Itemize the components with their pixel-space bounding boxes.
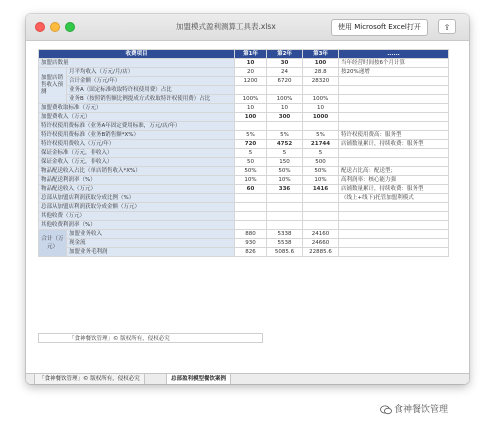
cell-note[interactable] xyxy=(339,230,449,239)
table-row xyxy=(39,68,449,77)
group-label-sales[interactable]: 加盟店销售收入预测 xyxy=(39,68,67,104)
cell-note[interactable]: 按20%递增 xyxy=(339,68,449,77)
cell-y2[interactable]: 336 xyxy=(267,185,303,194)
row-label[interactable]: 合计金额（万元/年） xyxy=(67,77,235,86)
cell-y1[interactable]: 20 xyxy=(235,68,267,77)
row-label[interactable]: 物品配送收入（万元） xyxy=(39,185,235,194)
table-row xyxy=(39,230,449,239)
sheet-tab-bar xyxy=(26,373,469,384)
cell-y3[interactable]: 28.8 xyxy=(303,68,339,77)
cell-note[interactable]: 当年经营时间按6个月计算 xyxy=(339,59,449,68)
row-label[interactable]: 加盟业务收入 xyxy=(67,230,235,239)
cell-y2[interactable] xyxy=(267,86,303,95)
table-row xyxy=(39,131,449,140)
share-icon: ⇪ xyxy=(443,23,451,32)
table-row xyxy=(39,113,449,122)
header-year2: 第2年 xyxy=(267,50,303,59)
cell-y2[interactable]: 6720 xyxy=(267,77,303,86)
cell-y3[interactable]: 22885.6 xyxy=(303,248,339,257)
row-label[interactable]: 保证金标准（万元，非收入） xyxy=(39,149,235,158)
cell-y2[interactable]: 300 xyxy=(267,113,303,122)
table-row xyxy=(39,221,449,230)
cell-y1[interactable]: 50 xyxy=(235,158,267,167)
sheet-tab-model[interactable]: 总部盈利模型餐饮案例 xyxy=(166,374,231,384)
cell-y2[interactable]: 30 xyxy=(267,59,303,68)
cell-y2[interactable] xyxy=(267,221,303,230)
row-label[interactable]: 特许权使用费收入（万元/年） xyxy=(39,140,235,149)
table-row xyxy=(39,203,449,212)
header-year1: 第1年 xyxy=(235,50,267,59)
table-row xyxy=(39,149,449,158)
row-label[interactable]: 总部从加盟店利润获取分成比例（%） xyxy=(39,194,235,203)
table-row xyxy=(39,140,449,149)
cell-y1[interactable]: 60 xyxy=(235,185,267,194)
cell-y2[interactable]: 4752 xyxy=(267,140,303,149)
row-label[interactable]: 特许权使用费标准（业务B销售额*X%） xyxy=(39,131,235,140)
cell-y2[interactable]: 5538 xyxy=(267,239,303,248)
cell-y3[interactable]: 21744 xyxy=(303,140,339,149)
cell-note[interactable] xyxy=(339,149,449,158)
cell-y2[interactable] xyxy=(267,194,303,203)
cell-note[interactable] xyxy=(339,239,449,248)
row-label[interactable]: 总部从加盟店利润获取分成金额（万元） xyxy=(39,203,235,212)
table-row xyxy=(39,239,449,248)
cell-note[interactable] xyxy=(339,95,449,104)
row-label[interactable]: 加盟费收入（万元） xyxy=(39,113,235,122)
group-label-total[interactable]: 合计（万元） xyxy=(39,230,67,257)
cell-y2[interactable]: 100% xyxy=(267,95,303,104)
sheet-tab-copyright[interactable]: 「食神餐饮管理」© 版权所有，侵权必究 xyxy=(34,374,145,384)
cell-note[interactable] xyxy=(339,104,449,113)
profit-table xyxy=(38,49,449,257)
cell-y2[interactable] xyxy=(267,203,303,212)
row-label[interactable]: 其他收费利润率（%） xyxy=(39,221,235,230)
cell-y1[interactable] xyxy=(235,212,267,221)
cell-y1[interactable]: 880 xyxy=(235,230,267,239)
watermark-text: 食神餐饮管理 xyxy=(394,405,449,415)
table-row xyxy=(39,248,449,257)
cell-y3[interactable] xyxy=(303,122,339,131)
cell-y1[interactable] xyxy=(235,194,267,203)
cell-y1[interactable] xyxy=(235,203,267,212)
row-label[interactable]: 业务B（按照销售额比例提成方式收取特许权使用费）占比 xyxy=(67,95,235,104)
row-label[interactable]: 物品配送利润率（%） xyxy=(39,176,235,185)
cell-y1[interactable] xyxy=(235,86,267,95)
table-row xyxy=(39,104,449,113)
window-title: 加盟模式盈利测算工具表.xlsx xyxy=(176,22,276,31)
cell-y3[interactable]: 100% xyxy=(303,95,339,104)
cell-y3[interactable]: 50% xyxy=(303,167,339,176)
cell-note[interactable] xyxy=(339,122,449,131)
cell-y1[interactable]: 5% xyxy=(235,131,267,140)
cell-note[interactable] xyxy=(339,221,449,230)
title-bar xyxy=(26,14,469,41)
header-item: 收费项目 xyxy=(39,50,235,59)
cell-y2[interactable]: 5 xyxy=(267,149,303,158)
watermark xyxy=(380,402,448,415)
cell-y1[interactable]: 50% xyxy=(235,167,267,176)
cell-y3[interactable]: 1000 xyxy=(303,113,339,122)
cell-y2[interactable]: 10 xyxy=(267,104,303,113)
cell-y2[interactable]: 10% xyxy=(267,176,303,185)
cell-y1[interactable]: 100% xyxy=(235,95,267,104)
cell-y1[interactable]: 100 xyxy=(235,113,267,122)
table-row xyxy=(39,122,449,131)
cell-y2[interactable]: 24 xyxy=(267,68,303,77)
cell-y2[interactable]: 5338 xyxy=(267,230,303,239)
cell-y1[interactable]: 930 xyxy=(235,239,267,248)
table-row xyxy=(39,158,449,167)
cell-y2[interactable] xyxy=(267,212,303,221)
cell-note[interactable] xyxy=(339,113,449,122)
minimize-window-button[interactable] xyxy=(50,22,60,32)
cell-note[interactable]: 配送占比高：配送型； xyxy=(339,167,449,176)
cell-note[interactable] xyxy=(339,86,449,95)
row-label[interactable]: 业务A（固定标准收取特许权使用费）占比 xyxy=(67,86,235,95)
cell-note[interactable] xyxy=(339,203,449,212)
table-row xyxy=(39,95,449,104)
cell-note[interactable]: 高利润率：核心能力强 xyxy=(339,176,449,185)
row-label[interactable]: 月平均收入（万元/月/店） xyxy=(67,68,235,77)
cell-y1[interactable]: 826 xyxy=(235,248,267,257)
cell-y1[interactable]: 1200 xyxy=(235,77,267,86)
cell-y3[interactable]: 10 xyxy=(303,104,339,113)
row-label[interactable]: 物品配送收入占比（单店销售收入*X%） xyxy=(39,167,235,176)
spreadsheet-area xyxy=(26,41,469,384)
cell-y3[interactable]: 500 xyxy=(303,158,339,167)
cell-y3[interactable]: 24160 xyxy=(303,230,339,239)
table-row xyxy=(39,77,449,86)
cell-y3[interactable]: 1416 xyxy=(303,185,339,194)
cell-y2[interactable] xyxy=(267,122,303,131)
cell-y1[interactable]: 720 xyxy=(235,140,267,149)
row-label[interactable]: 加盟业务毛利润 xyxy=(67,248,235,257)
cell-note[interactable]: （线上+线下)托管加盟利模式 xyxy=(339,194,449,203)
table-row xyxy=(39,212,449,221)
row-label[interactable]: 其他收费（万元） xyxy=(39,212,235,221)
cell-y3[interactable]: 24660 xyxy=(303,239,339,248)
cell-note[interactable]: 特许权使用费高：服务型 xyxy=(339,131,449,140)
table-row xyxy=(39,176,449,185)
cell-y3[interactable]: 28320 xyxy=(303,77,339,86)
cell-note[interactable] xyxy=(339,212,449,221)
cell-y3[interactable]: 10% xyxy=(303,176,339,185)
share-button[interactable] xyxy=(438,19,456,34)
row-label[interactable]: 加盟店数量 xyxy=(39,59,235,68)
header-row xyxy=(39,50,449,59)
fullscreen-window-button[interactable] xyxy=(65,22,75,32)
table-row xyxy=(39,86,449,95)
cell-note[interactable] xyxy=(339,77,449,86)
cell-y3[interactable]: 5 xyxy=(303,149,339,158)
row-label[interactable]: 加盟费收取标准（万元） xyxy=(39,104,235,113)
cell-y1[interactable] xyxy=(235,122,267,131)
cell-y1[interactable]: 5 xyxy=(235,149,267,158)
cell-y2[interactable]: 150 xyxy=(267,158,303,167)
cell-y2[interactable]: 5% xyxy=(267,131,303,140)
cell-note[interactable] xyxy=(339,158,449,167)
wechat-icon xyxy=(380,405,392,415)
cell-y1[interactable]: 10 xyxy=(235,59,267,68)
open-with-excel-button[interactable]: 使用 Microsoft Excel打开 xyxy=(331,19,428,36)
excel-preview-window xyxy=(26,14,469,384)
cell-y1[interactable] xyxy=(235,221,267,230)
cell-note-highlight[interactable]: 店铺数量累计，持续收费：服务型 xyxy=(339,185,449,194)
table-row xyxy=(39,185,449,194)
table-row xyxy=(39,194,449,203)
cell-y3[interactable] xyxy=(303,212,339,221)
cell-y3[interactable] xyxy=(303,203,339,212)
row-label[interactable]: 保证金收入（万元，非收入） xyxy=(39,158,235,167)
cell-y2[interactable]: 50% xyxy=(267,167,303,176)
close-window-button[interactable] xyxy=(35,22,45,32)
cell-y3[interactable] xyxy=(303,221,339,230)
row-label[interactable]: 特许权使用费标准（业务A年固定费用标准，万元/店/年） xyxy=(39,122,235,131)
table-row xyxy=(39,167,449,176)
header-year3: 第3年 xyxy=(303,50,339,59)
cell-y1[interactable]: 10 xyxy=(235,104,267,113)
copyright-note-cell[interactable]: 「食神餐饮管理」© 版权所有，侵权必究 xyxy=(38,333,263,343)
cell-y2[interactable]: 5085.6 xyxy=(267,248,303,257)
table-row xyxy=(39,59,449,68)
cell-y1[interactable]: 10% xyxy=(235,176,267,185)
header-note: ...... xyxy=(339,50,449,59)
cell-y3[interactable]: 5% xyxy=(303,131,339,140)
cell-y3[interactable] xyxy=(303,86,339,95)
cell-note[interactable] xyxy=(339,248,449,257)
row-label[interactable]: 现金流 xyxy=(67,239,235,248)
cell-note-highlight[interactable]: 店铺数量累计，持续收费：服务型 xyxy=(339,140,449,149)
cell-y3[interactable] xyxy=(303,194,339,203)
cell-y3[interactable]: 100 xyxy=(303,59,339,68)
